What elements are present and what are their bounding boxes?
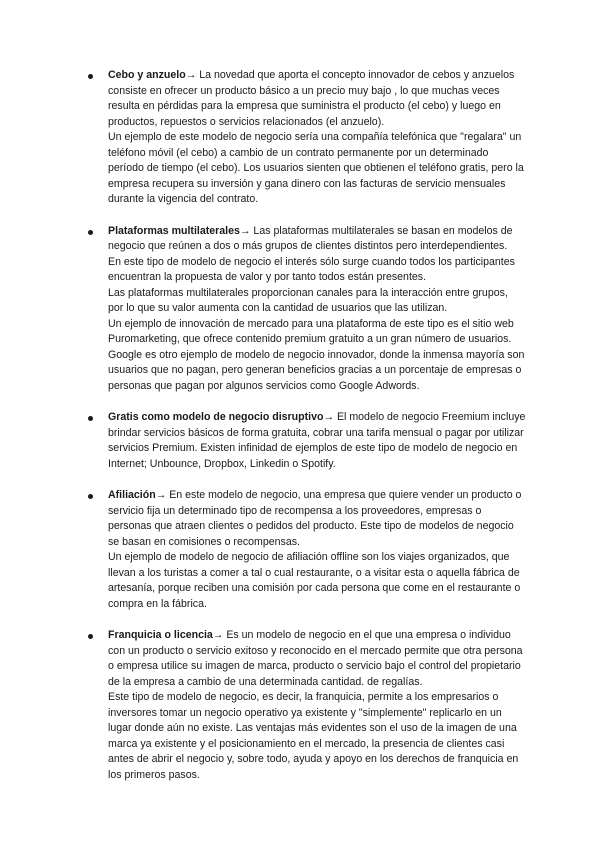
bullet-icon [88, 494, 93, 499]
item-term: Afiliación [108, 489, 156, 501]
item-paragraph: En este tipo de modelo de negocio el interés sólo surge cuando todos los participantes encuentran la propuesta de valor y por tanto todos están presentes. [108, 255, 515, 283]
arrow-glyph: → [323, 411, 335, 423]
item-lead [108, 488, 526, 550]
item-term: Plataformas multilaterales [108, 224, 240, 237]
item-paragraph: Este tipo de modelo de negocio, es decir, la franquicia, permite a los empresarios o inversores tomar un negocio operativo ya existente y "simplemente" replicarlo en un lugar donde aún no existe. Las ventajas más evidentes son el uso de la imagen de una marca ya existente y el posicionamiento en el mercado, la presencia de clientes casi antes de abrir el negocio y, sobre todo, ayuda y apoyo en los derechos de franquicia en los primeros pasos. [108, 691, 519, 781]
list-item-franquicia-licencia [86, 628, 526, 783]
arrow-glyph: → [212, 629, 224, 641]
item-lead-text: La novedad que aporta el concepto innovador de cebos y anzuelos consiste en ofrecer un producto básico a un precio muy bajo , lo que muchas veces resulta en pérdidas para la empresa que suministra el producto (el cebo) y luego en productos, repuestos o servicios relacionados (el anzuelo). [108, 69, 515, 128]
item-lead-text: El modelo de negocio Freemium incluye brindar servicios básicos de forma gratuita, cobrar una tarifa mensual o pagar por utilizar servicios Premium. Existen infinidad de ejemplos de este tipo de modelo de negocio en Internet; Unbounce, Dropbox, Linkedin o Spotify. [108, 411, 526, 470]
item-lead [108, 410, 526, 472]
list-item-plataformas-multilaterales [86, 224, 526, 395]
business-model-list [86, 68, 526, 783]
item-lead-text: En este modelo de negocio, una empresa que quiere vender un producto o servicio fija un determinado tipo de recompensa a los proveedores, empresas o personas que atraen clientes o pedidos del producto. Este tipo de modelos de negocio se basan en comisiones o recompensas. [108, 489, 522, 548]
bullet-icon [88, 230, 93, 235]
item-paragraph: Un ejemplo de modelo de negocio de afiliación offline son los viajes organizados, que llevan a los turistas a comer a tal o cual restaurante, o a visitar esta o aquella fábrica de artesanía, porque reciben una comisión por cada persona que come en el restaurante o compra en la fábrica. [108, 551, 521, 610]
item-paragraph: Un ejemplo de este modelo de negocio sería una compañía telefónica que "regalara" un teléfono móvil (el cebo) a cambio de un contrato permanente por un determinado período de tiempo (el cebo). Los usuarios sienten que obtienen el teléfono gratis, pero la empresa recupera su inversión y gana dinero con las facturas de servicio mensuales durante la vigencia del contrato. [108, 131, 524, 205]
item-term: Cebo y anzuelo [108, 69, 186, 81]
item-term: Gratis como modelo de negocio disruptivo [108, 411, 324, 423]
list-item-afiliacion [86, 488, 526, 612]
list-item-cebo-anzuelo [86, 68, 526, 208]
item-lead [108, 224, 526, 255]
bullet-icon [88, 416, 93, 421]
bullet-icon [88, 74, 93, 79]
bullet-icon [88, 634, 93, 639]
item-lead [108, 68, 526, 130]
item-paragraph: Un ejemplo de innovación de mercado para una plataforma de este tipo es el sitio web Puromarketing, que ofrece contenido premium gratuito a un gran número de usuarios. Google es otro ejemplo de modelo de negocio innovador, donde la inmensa mayoría son usuarios que no pagan, pero generan beneficios gracias a un porcentaje de empresas o personas que pagan por algunos servicios como Google Adwords. [108, 317, 525, 392]
item-paragraph: Las plataformas multilaterales proporcionan canales para la interacción entre grupos, por lo que su valor aumenta con la cantidad de usuarios que las utilizan. [108, 286, 508, 314]
arrow-glyph: → [155, 489, 167, 501]
item-term: Franquicia o licencia [108, 629, 213, 641]
arrow-glyph: → [185, 69, 197, 81]
arrow-glyph: → [239, 224, 251, 237]
item-lead-text: Las plataformas multilaterales se basan en modelos de negocio que reúnen a dos o más grupos de clientes distintos pero interdependientes. [108, 224, 513, 252]
item-lead-text: Es un modelo de negocio en el que una empresa o individuo con un producto o servicio exitoso y reconocido en el mercado permite que otra persona o empresa utilice su imagen de marca, producto o servicio bajo el control del propietario de la empresa a cambio de una determinada cantidad. de regalías. [108, 629, 523, 688]
list-item-gratis-disruptivo [86, 410, 526, 472]
item-lead [108, 628, 526, 690]
